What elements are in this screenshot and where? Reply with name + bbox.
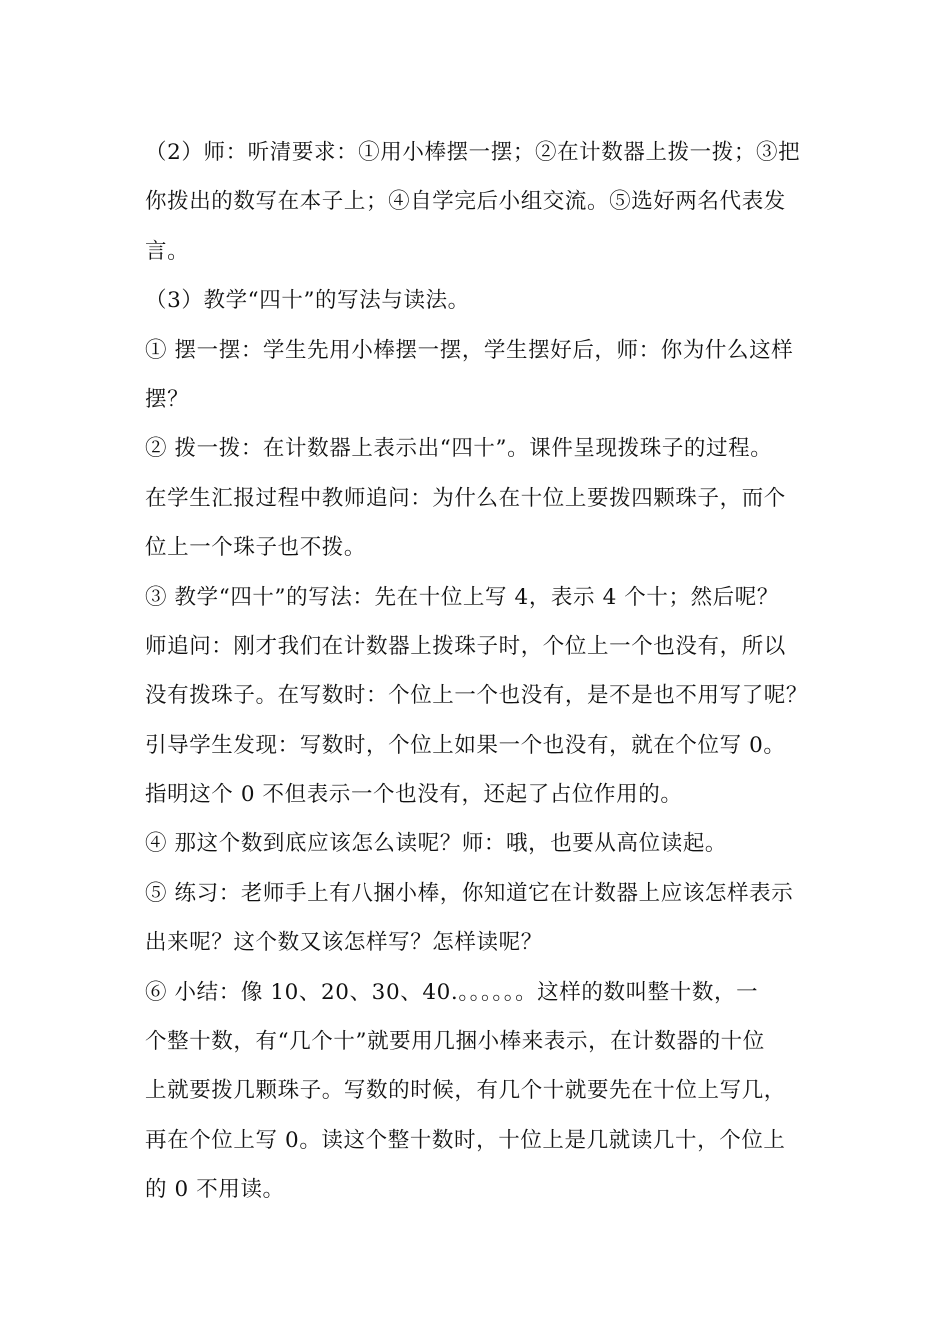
section-heading: （3）教学“四十”的写法与读法。 (145, 288, 470, 314)
text-line-16: ⑤ 练习：老师手上有八捆小棒，你知道它在计数器上应该怎样表示 (145, 880, 794, 906)
text-body (145, 128, 825, 1215)
text-line-10: ③ 教学“四十”的写法：先在十位上写 4，表示 4 个十；然后呢？ (145, 584, 779, 610)
text-line-13: 引导学生发现：写数时，个位上如果一个也没有，就在个位写 0。 (145, 732, 786, 758)
text-line-5: ① 摆一摆：学生先用小棒摆一摆，学生摆好后，师：你为什么这样 (145, 337, 794, 363)
text-line-9: 位上一个珠子也不拨。 (145, 535, 367, 561)
text-line-7: ② 拨一拨：在计数器上表示出“四十”。课件呈现拨珠子的过程。 (145, 436, 773, 462)
text-line-8: 在学生汇报过程中教师追问：为什么在十位上要拨四颗珠子，而个 (145, 485, 786, 511)
text-line-18: ⑥ 小结：像 10、20、30、40.。。。。。。这样的数叫整十数，一 (145, 979, 759, 1005)
text-line-20: 上就要拨几颗珠子。写数的时候，有几个十就要先在十位上写几， (145, 1078, 786, 1104)
text-line-2: 你拨出的数写在本子上；④自学完后小组交流。⑤选好两名代表发 (145, 189, 786, 215)
text-line-22: 的 0 不用读。 (145, 1177, 285, 1203)
text-line-17: 出来呢？这个数又该怎样写？怎样读呢？ (145, 930, 543, 956)
text-line-1: （2）师：听清要求：①用小棒摆一摆；②在计数器上拨一拨；③把 (145, 140, 801, 165)
text-line-3: 言。 (145, 238, 190, 264)
text-line-19: 个整十数，有“几个十”就要用几捆小棒来表示，在计数器的十位 (145, 1029, 765, 1055)
text-line-11: 师追问：刚才我们在计数器上拨珠子时，个位上一个也没有，所以 (145, 633, 786, 659)
text-line-21: 再在个位上写 0。读这个整十数时，十位上是几就读几十，个位上 (145, 1127, 786, 1153)
text-line-15: ④ 那这个数到底应该怎么读呢？师：哦，也要从高位读起。 (145, 831, 728, 857)
text-line-6: 摆？ (145, 386, 190, 412)
text-line-14: 指明这个 0 不但表示一个也没有，还起了占位作用的。 (145, 782, 683, 808)
text-line-12: 没有拨珠子。在写数时：个位上一个也没有，是不是也不用写了呢？ (145, 683, 809, 709)
